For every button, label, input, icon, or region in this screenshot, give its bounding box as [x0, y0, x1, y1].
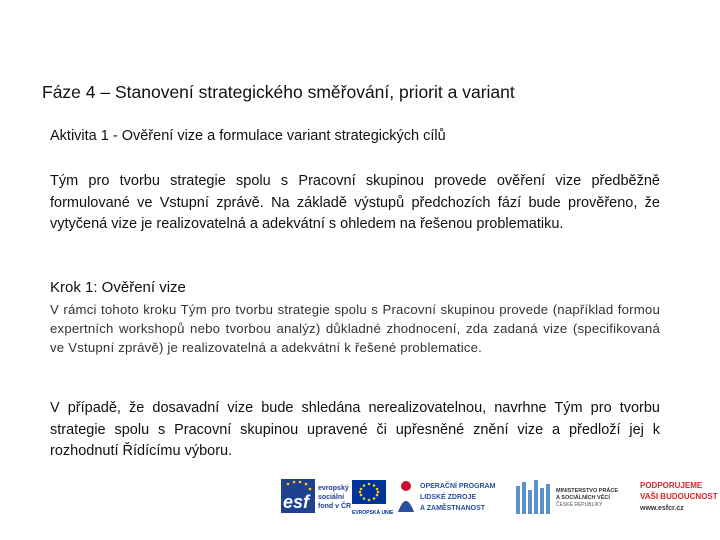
eu-text: EVROPSKÁ UNIE	[352, 510, 394, 516]
step-title: Krok 1: Ověření vize	[50, 279, 186, 296]
esf-logo-icon	[278, 476, 352, 518]
closing-paragraph: V případě, že dosavadní vize bude shledána nerealizovatelnou, navrhne Tým pro tvorbu strategie spolu s Pracovní skupinou upravené či upřesněné znění vize a předloží jej k rozhodnutí Řídícímu výboru.	[50, 400, 660, 459]
eu-flag-icon	[350, 476, 394, 518]
op-lzz-logo-icon	[394, 476, 509, 518]
esf-text-1: evropský	[318, 485, 349, 492]
support-text-1: PODPORUJEME	[640, 481, 703, 490]
support-url: www.esfcr.cz	[640, 505, 684, 512]
mpsv-logo-icon	[514, 476, 632, 518]
support-logo-icon	[638, 476, 716, 518]
op-text-3: A ZAMĚSTNANOST	[420, 505, 486, 512]
op-text-2: LIDSKÉ ZDROJE	[420, 494, 477, 501]
activity-heading: Aktivita 1 - Ověření vize a formulace variant strategických cílů	[50, 128, 446, 144]
esf-mark: esf	[283, 492, 310, 512]
support-text-2: VAŠI BUDOUCNOST	[640, 492, 718, 501]
mpsv-text-3: ČESKÉ REPUBLIKY	[556, 502, 603, 508]
op-text-1: OPERAČNÍ PROGRAM	[420, 483, 496, 490]
intro-paragraph: Tým pro tvorbu strategie spolu s Pracovní skupinou provede ověření vize předběžně formulované ve Vstupní zprávě. Na základě výstupů předchozích fází bude prověřeno, že vytyčená vize je realizovatelná a adekvátní s ohledem na řešenou problematiku.	[50, 173, 660, 232]
mpsv-text-2: A SOCIÁLNÍCH VĚCÍ	[556, 495, 610, 501]
esf-text-2: sociální	[318, 494, 345, 501]
esf-text-3: fond v ČR	[318, 503, 352, 510]
mpsv-text-1: MINISTERSTVO PRÁCE	[556, 488, 619, 494]
logo-bar	[278, 476, 718, 522]
page-title: Fáze 4 – Stanovení strategického směřování, priorit a variant	[42, 82, 515, 102]
step-text: V rámci tohoto kroku Tým pro tvorbu strategie spolu s Pracovní skupinou provede (například formou expertních workshopů nebo tvorbou analýz) důkladné zhodnocení, zda zadaná vize (specifikovaná ve Vstupní zprávě) je realizovatelná a adekvátní k řešené problematice.	[50, 302, 660, 355]
